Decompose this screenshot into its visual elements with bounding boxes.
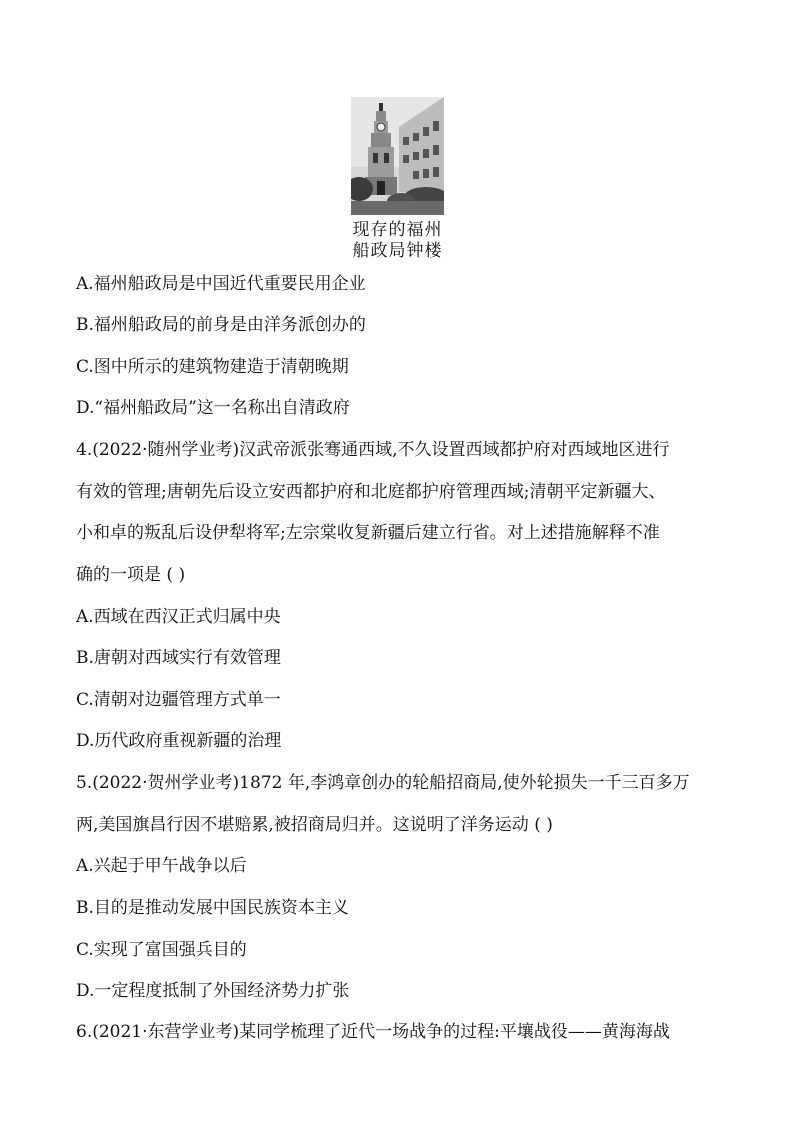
option-5c: C.实现了富国强兵目的 bbox=[76, 940, 247, 960]
question-4-line4: 确的一项是 ( ) bbox=[76, 565, 186, 585]
option-5d: D.一定程度抵制了外国经济势力扩张 bbox=[76, 981, 350, 1001]
option-3a: A.福州船政局是中国近代重要民用企业 bbox=[76, 274, 366, 294]
question-4-line2: 有效的管理;唐朝先后设立安西都护府和北庭都护府管理西域;清朝平定新疆大、 bbox=[76, 482, 666, 502]
option-4a: A.西域在西汉正式归属中央 bbox=[76, 607, 281, 627]
question-6-line1: 6.(2021·东营学业考)某同学梳理了近代一场战争的过程:平壤战役——黄海海战 bbox=[76, 1022, 670, 1042]
figure-caption-line2: 船政局钟楼 bbox=[352, 241, 443, 261]
option-3c: C.图中所示的建筑物建造于清朝晚期 bbox=[76, 357, 349, 377]
question-5-line2: 两,美国旗昌行因不堪赔累,被招商局归并。这说明了洋务运动 ( ) bbox=[76, 815, 553, 835]
option-3d: D.“福州船政局”这一名称出自清政府 bbox=[76, 398, 350, 418]
figure-caption-line1: 现存的福州 bbox=[352, 220, 443, 240]
option-5b: B.目的是推动发展中国民族资本主义 bbox=[76, 898, 349, 918]
question-4-line3: 小和卓的叛乱后设伊犁将军;左宗棠收复新疆后建立行省。对上述措施解释不准 bbox=[76, 523, 660, 543]
option-5a: A.兴起于甲午战争以后 bbox=[76, 856, 247, 876]
option-4c: C.清朝对边疆管理方式单一 bbox=[76, 690, 281, 710]
clock-tower-photo bbox=[351, 97, 444, 215]
option-4d: D.历代政府重视新疆的治理 bbox=[76, 731, 282, 751]
option-4b: B.唐朝对西域实行有效管理 bbox=[76, 648, 281, 668]
question-4-line1: 4.(2022·随州学业考)汉武帝派张骞通西域,不久设置西域都护府对西域地区进行 bbox=[76, 440, 670, 460]
question-5-line1: 5.(2022·贺州学业考)1872 年,李鸿章创办的轮船招商局,使外轮损失一千三百多万 bbox=[76, 773, 690, 793]
option-3b: B.福州船政局的前身是由洋务派创办的 bbox=[76, 315, 366, 335]
